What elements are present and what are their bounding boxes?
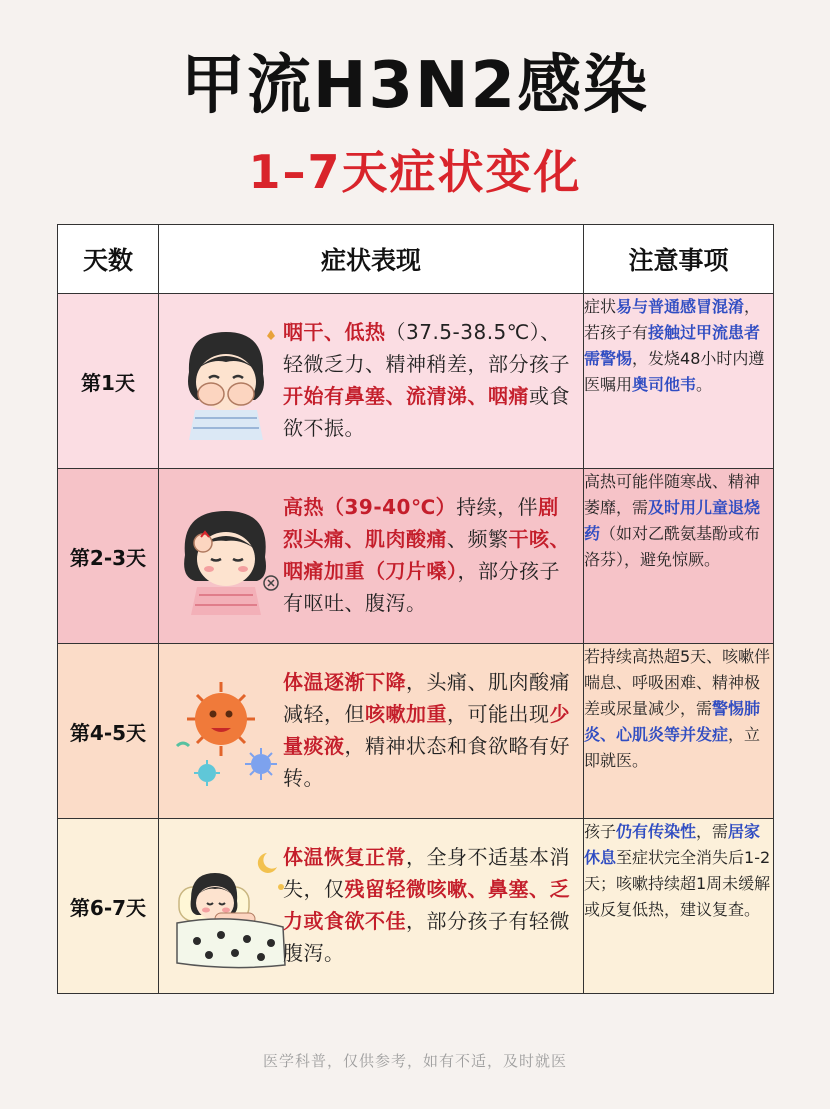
page-subtitle: 1–7天症状变化 bbox=[248, 145, 582, 199]
body-text: ，立即就医。 bbox=[584, 725, 761, 770]
table-row bbox=[58, 644, 774, 819]
body-text: ，头痛、肌肉酸痛减轻，但 bbox=[283, 670, 570, 726]
symptom-text bbox=[283, 666, 573, 794]
note-cell bbox=[584, 469, 774, 644]
highlight-blue-text: 仍有传染性 bbox=[616, 822, 697, 841]
highlight-blue-text: 居家休息 bbox=[584, 822, 761, 867]
symptom-table bbox=[57, 224, 774, 994]
symptom-cell bbox=[159, 644, 584, 819]
body-text: 高热可能伴随寒战、精神萎靡，需 bbox=[584, 472, 761, 517]
symptom-cell bbox=[159, 469, 584, 644]
highlight-red-text: 咳嗽加重 bbox=[365, 702, 447, 726]
day-cell: 第2-3天 bbox=[58, 469, 159, 644]
body-text: ，精神状态和食欲略有好转。 bbox=[283, 734, 570, 790]
note-cell bbox=[584, 644, 774, 819]
body-text: ，全身不适基本消失，仅 bbox=[283, 845, 570, 901]
body-text: （如对乙酰氨基酚或布洛芬），避免惊厥。 bbox=[584, 524, 761, 569]
table-row bbox=[58, 294, 774, 469]
child-with-fever-illustration bbox=[171, 497, 281, 617]
symptom-text bbox=[283, 316, 573, 444]
header-notes: 注意事项 bbox=[584, 225, 774, 294]
highlight-blue-text: 接触过甲流患者需警惕 bbox=[584, 323, 761, 368]
note-cell bbox=[584, 294, 774, 469]
virus-illustration bbox=[171, 672, 281, 792]
body-text: ，若孩子有 bbox=[584, 297, 761, 342]
symptom-text bbox=[283, 491, 573, 619]
highlight-red-text: 体温逐渐下降 bbox=[283, 670, 406, 694]
body-text: 至症状完全消失后1-2天；咳嗽持续超1周未缓解或反复低热，建议复查。 bbox=[584, 848, 771, 919]
body-text: 若持续高热超5天、咳嗽伴喘息、呼吸困难、精神极差或尿量减少，需 bbox=[584, 647, 771, 718]
table-row bbox=[58, 469, 774, 644]
day-cell: 第4-5天 bbox=[58, 644, 159, 819]
table-row bbox=[58, 819, 774, 994]
highlight-blue-text: 及时用儿童退烧药 bbox=[584, 498, 761, 543]
page-title: 甲流H3N2感染 bbox=[180, 49, 650, 123]
note-cell bbox=[584, 819, 774, 994]
highlight-red-text: 干咳、咽痛加重（刀片嗓） bbox=[283, 527, 570, 583]
body-text: （37.5-38.5℃）、轻微乏力、精神稍差，部分孩子 bbox=[283, 320, 570, 376]
day-cell: 第1天 bbox=[58, 294, 159, 469]
highlight-red-text: 体温恢复正常 bbox=[283, 845, 406, 869]
body-text: 、频繁 bbox=[447, 527, 509, 551]
child-resting-in-bed-illustration bbox=[171, 847, 289, 971]
symptom-cell bbox=[159, 819, 584, 994]
header-symptoms: 症状表现 bbox=[159, 225, 584, 294]
highlight-red-text: 高热（39-40℃） bbox=[283, 495, 457, 519]
body-text: 或食欲不振。 bbox=[283, 384, 570, 440]
body-text: 持续，伴 bbox=[456, 495, 539, 519]
symptom-cell bbox=[159, 294, 584, 469]
highlight-red-text: 开始有鼻塞、流清涕、咽痛 bbox=[283, 384, 529, 408]
highlight-red-text: 剧烈头痛、肌肉酸痛 bbox=[283, 495, 559, 551]
body-text: 症状 bbox=[584, 297, 617, 316]
body-text: ，需 bbox=[696, 822, 729, 841]
highlight-red-text: 咽干、低热 bbox=[283, 320, 386, 344]
child-covering-mouth-illustration bbox=[171, 322, 281, 442]
symptom-text bbox=[283, 841, 573, 969]
highlight-red-text: 少量痰液 bbox=[283, 702, 570, 758]
highlight-blue-text: 易与普通感冒混淆 bbox=[616, 297, 745, 316]
highlight-blue-text: 奥司他韦 bbox=[632, 375, 697, 394]
footer-disclaimer: 医学科普，仅供参考，如有不适，及时就医 bbox=[262, 1052, 567, 1070]
day-cell: 第6-7天 bbox=[58, 819, 159, 994]
body-text: 孩子 bbox=[584, 822, 617, 841]
highlight-blue-text: 警惕肺炎、心肌炎等并发症 bbox=[584, 699, 761, 744]
highlight-red-text: 残留轻微咳嗽、鼻塞、乏力或食欲不佳 bbox=[283, 877, 570, 933]
body-text: ，部分孩子有呕吐、腹泻。 bbox=[283, 559, 560, 615]
body-text: 。 bbox=[696, 375, 713, 394]
header-day: 天数 bbox=[58, 225, 159, 294]
body-text: ，发烧48小时内遵医嘱用 bbox=[584, 349, 765, 394]
body-text: ，可能出现 bbox=[447, 702, 550, 726]
body-text: ，部分孩子有轻微腹泻。 bbox=[283, 909, 570, 965]
